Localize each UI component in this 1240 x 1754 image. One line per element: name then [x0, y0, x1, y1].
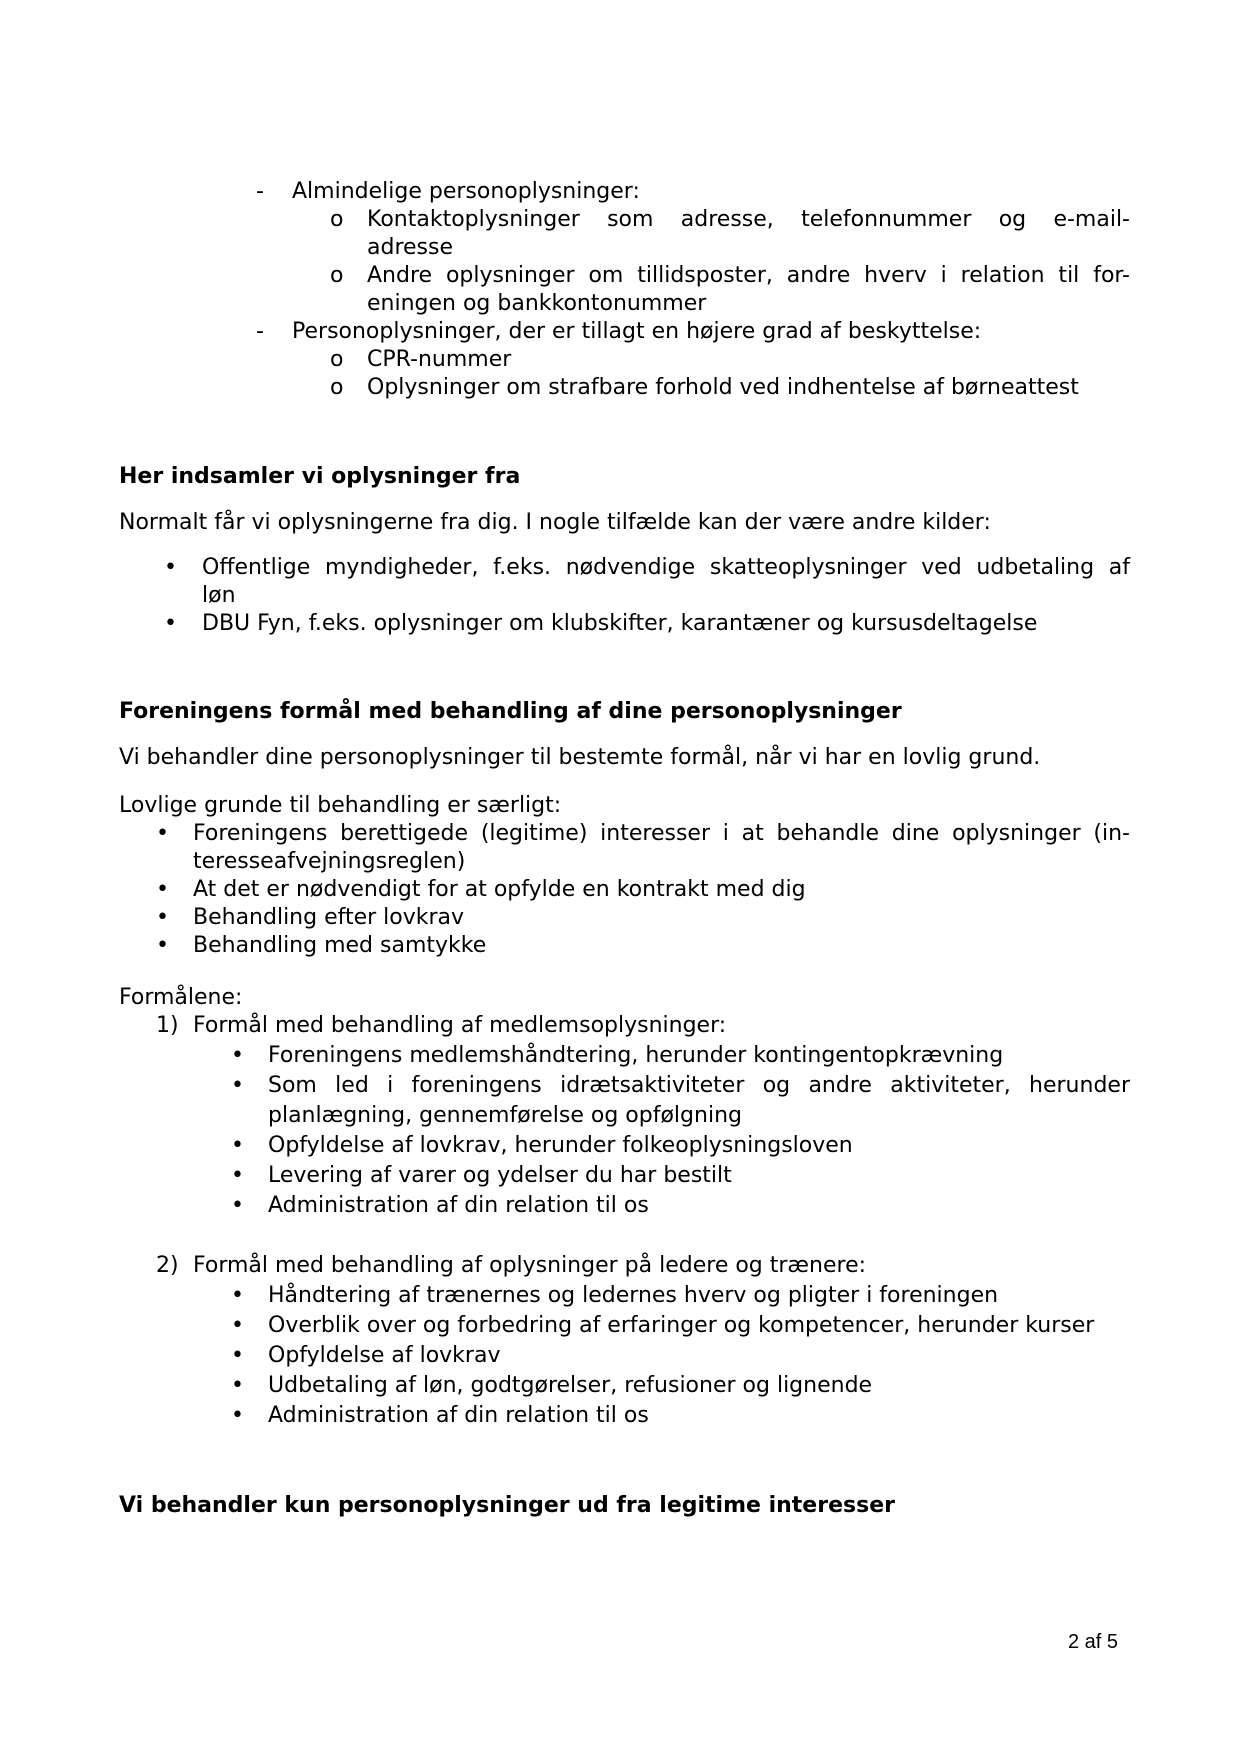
legal-grounds-label: Lovlige grunde til behandling er særligt: — [119, 793, 562, 818]
purpose1-number: 1) — [156, 1013, 179, 1038]
bullet-icon: • — [231, 1313, 244, 1338]
legal-ground1-line2: teresseafvejningsreglen) — [193, 849, 466, 874]
legal-ground4: Behandling med samtykke — [193, 933, 487, 958]
criminal-record-item: Oplysninger om strafbare forhold ved indhentelse af børneattest — [367, 375, 1079, 400]
purpose1-item-b-line1: Som led i foreningens idrætsaktiviteter og andre aktiviteter, herunder — [268, 1073, 1130, 1098]
bullet-icon: • — [231, 1133, 244, 1158]
purpose2-item-b: Overblik over og forbedring af erfaringer og kompetencer, herunder kurser — [268, 1313, 1095, 1338]
protected-data-label: Personoplysninger, der er tillagt en højere grad af beskyttelse: — [292, 319, 982, 344]
purpose1-label: Formål med behandling af medlemsoplysninger: — [193, 1013, 727, 1038]
purpose1-item-c: Opfyldelse af lovkrav, herunder folkeoplysningsloven — [268, 1133, 853, 1158]
legal-ground2: At det er nødvendigt for at opfylde en kontrakt med dig — [193, 877, 806, 902]
contact-info-line1: Kontaktoplysninger som adresse, telefonnummer og e-mail- — [367, 207, 1130, 232]
purpose1-item-a: Foreningens medlemshåndtering, herunder kontingentopkrævning — [268, 1043, 1004, 1068]
bullet-icon: • — [231, 1283, 244, 1308]
bullet-icon: • — [231, 1343, 244, 1368]
circle-bullet-icon: o — [330, 375, 344, 400]
dash-marker: - — [256, 319, 264, 344]
contact-info-line2: adresse — [367, 235, 454, 260]
bullet-icon: • — [156, 877, 169, 902]
purpose1-item-b-line2: planlægning, gennemførelse og opfølgning — [268, 1103, 742, 1128]
bullet-icon: • — [156, 821, 169, 846]
sources-intro: Normalt får vi oplysningerne fra dig. I nogle tilfælde kan der være andre kilder: — [119, 510, 991, 535]
bullet-icon: • — [231, 1373, 244, 1398]
sources-heading: Her indsamler vi oplysninger fra — [119, 464, 521, 489]
purpose2-item-e: Administration af din relation til os — [268, 1403, 649, 1428]
legal-ground3: Behandling efter lovkrav — [193, 905, 465, 930]
general-data-label: Almindelige personoplysninger: — [292, 179, 640, 204]
bullet-icon: • — [156, 905, 169, 930]
purpose1-item-d: Levering af varer og ydelser du har bestilt — [268, 1163, 732, 1188]
bullet-icon: • — [231, 1073, 244, 1098]
bullet-icon: • — [231, 1043, 244, 1068]
sources-item2: DBU Fyn, f.eks. oplysninger om klubskifter, karantæner og kursusdeltagelse — [202, 611, 1038, 636]
purpose2-label: Formål med behandling af oplysninger på ledere og trænere: — [193, 1253, 867, 1278]
purposes-heading: Foreningens formål med behandling af dine personoplysninger — [119, 699, 902, 724]
bullet-icon: • — [231, 1193, 244, 1218]
other-info-line2: eningen og bankkontonummer — [367, 291, 707, 316]
purpose2-item-a: Håndtering af trænernes og ledernes hverv og pligter i foreningen — [268, 1283, 999, 1308]
purposes-list-label: Formålene: — [119, 985, 243, 1010]
legitimate-interests-heading: Vi behandler kun personoplysninger ud fra legitime interesser — [119, 1493, 895, 1518]
page-number: 2 af 5 — [1068, 1631, 1119, 1653]
bullet-icon: • — [231, 1163, 244, 1188]
purpose2-number: 2) — [156, 1253, 179, 1278]
circle-bullet-icon: o — [330, 347, 344, 372]
purpose2-item-d: Udbetaling af løn, godtgørelser, refusioner og lignende — [268, 1373, 873, 1398]
other-info-line1: Andre oplysninger om tillidsposter, andre hverv i relation til for- — [367, 263, 1130, 288]
dash-marker: - — [256, 179, 264, 204]
legal-ground1-line1: Foreningens berettigede (legitime) interesser i at behandle dine oplysninger (in- — [193, 821, 1130, 846]
purposes-intro: Vi behandler dine personoplysninger til bestemte formål, når vi har en lovlig grund. — [119, 745, 1041, 770]
circle-bullet-icon: o — [330, 263, 344, 288]
bullet-icon: • — [156, 933, 169, 958]
cpr-item: CPR-nummer — [367, 347, 512, 372]
sources-item1-line1: Offentlige myndigheder, f.eks. nødvendige skatteoplysninger ved udbetaling af — [202, 555, 1130, 580]
purpose1-item-e: Administration af din relation til os — [268, 1193, 649, 1218]
sources-item1-line2: løn — [202, 583, 236, 608]
bullet-icon: • — [231, 1403, 244, 1428]
bullet-icon: • — [164, 611, 177, 636]
bullet-icon: • — [164, 555, 177, 580]
circle-bullet-icon: o — [330, 207, 344, 232]
purpose2-item-c: Opfyldelse af lovkrav — [268, 1343, 501, 1368]
